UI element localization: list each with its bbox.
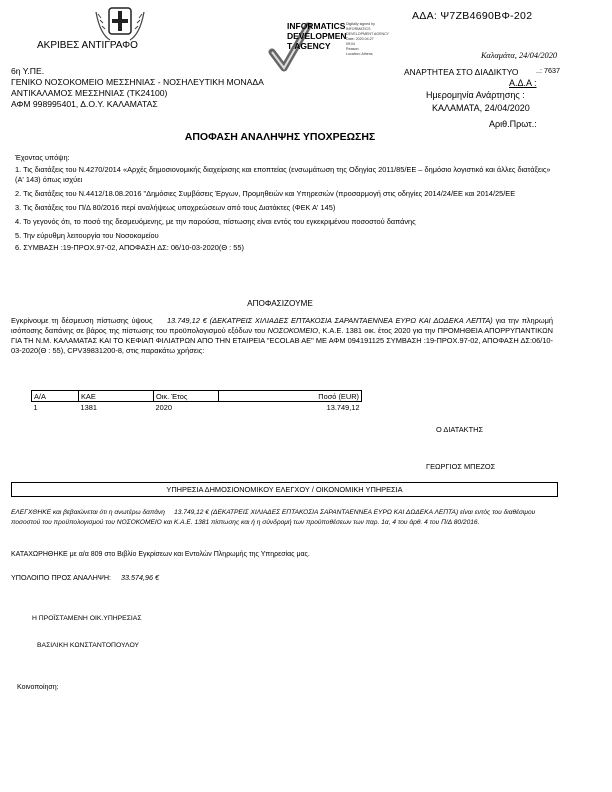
registry-number: ..: 7637 <box>536 66 560 75</box>
distribution-label: Κοινοποίηση: <box>17 684 59 691</box>
control-org: ΝΟΣΟΚΟΜΕΙΟ <box>116 518 162 526</box>
head-name: ΒΑΣΙΛΙΚΗ ΚΩΝΣΤΑΝΤΟΠΟΥΛΟΥ <box>37 642 140 649</box>
budget-table <box>31 390 362 412</box>
signer-org-line-1: INFORMATICS <box>287 21 346 31</box>
ada-top: ΑΔΑ: Ψ7ΖΒ4690ΒΦ-202 <box>412 10 533 22</box>
seal-caption: ΑΚΡΙΒΕΣ ΑΝΤΙΓΡΑΦΟ <box>37 40 138 51</box>
decision-details: , Κ.Α.Ε. 1381 οικ. έτος 2020 για την ΠΡΟΜΗΘΕΙΑ ΑΠΟΡΡΥΠΑΝΤΙΚΩΝ ΓΙΑ ΤΗ Ν.Μ. ΚΑΛΑΜΑΤΑΣ ΚΑΙ ΤΟ ΚΕΦΙΑΠ ΦΙΛΙΑΤΡΩΝ ΑΠΟ ΤΗΝ ΕΤΑΙΡΕΙΑ "ECOLAB AE" ΜΕ ΑΦΜ 094191125 ΣΥΜΒΑΣΗ :19-ΠΡΟΧ.97-02, ΑΠΟΦΑΣΗ ΔΣ:06/10-03-2020(Θ : 55), CPV39831200-8, στις παρακάτω χρήσεις: <box>11 326 554 355</box>
decision-amount: 13.749,12 € <box>166 316 207 325</box>
protocol-label: Αριθ.Πρωτ.: <box>489 119 537 129</box>
head-role: Η ΠΡΟΪΣΤΑΜΕΝΗ ΟΙΚ.ΥΠΗΡΕΣΙΑΣ <box>32 615 142 622</box>
table-row <box>32 402 362 413</box>
control-end: και Κ.Α.Ε. 1381 πίστωσης και ή η σύνδρομή των προϋποθέσεων των παρ. 1α, 4 του άρθ. 4 του Π/Δ 80/2016. <box>163 518 480 526</box>
decision-text <box>11 316 553 356</box>
remaining-balance-label: ΥΠΟΛΟΙΠΟ ΠΡΟΣ ΑΝΑΛΗΨΗ: <box>11 573 112 582</box>
signature-details: Digitally signed by INFORMATICS DEVELOPMENT AGENCY Date: 2020.04.27 09:04 Reason: Location: Athens <box>346 22 390 56</box>
remaining-balance-value: 33.574,96 € <box>121 573 160 582</box>
posting-date-label: Ημερομηνία Ανάρτησης : <box>426 90 525 100</box>
control-service-title: ΥΠΗΡΕΣΙΑ ΔΗΜΟΣΙΟΝΟΜΙΚΟΥ ΕΛΕΓΧΟΥ / ΟΙΚΟΝΟΜΙΚΗ ΥΠΗΡΕΣΙΑ <box>166 485 403 494</box>
control-service-box <box>11 482 558 497</box>
cell-aa: 1 <box>33 402 38 412</box>
control-text <box>11 508 556 527</box>
cell-amount: 13.749,12 <box>326 402 360 412</box>
considerations-intro: Έχοντας υπόψη: <box>15 153 70 162</box>
decision-amount-words: (ΔΕΚΑΤΡΕΙΣ ΧΙΛΙΑΔΕΣ ΕΠΤΑΚΟΣΙΑ ΣΑΡΑΝΤΑΕΝΝΕΑ ΕΥΡΩ ΚΑΙ ΔΩΔΕΚΑ ΛΕΠΤΑ) <box>209 316 493 325</box>
issuer-block <box>11 66 264 110</box>
consideration-item: 4. Το γεγονός ότι, το ποσό της δεσμευόμενης, με την παρούσα, πίστωσης είναι εντός του εγκεκριμένου ποσοστού δαπάνης <box>15 217 416 226</box>
consideration-item: 2. Τις διατάξεις του Ν.4412/18.08.2016 "Δημόσιες Συμβάσεις Έργων, Προμηθειών και Υπηρεσιών (προσαρμογή στις οδηγίες 2014/24/ΕΕ και 2014/25/ΕΕ <box>15 189 516 198</box>
consideration-item: 3. Τις διατάξεις του Π/Δ 80/2016 περί αναλήψεως υποχρεώσεων από τους Διατάκτες (ΦΕΚ Α' 145) <box>15 203 336 212</box>
cell-kae: 1381 <box>80 402 97 412</box>
signer-org-line-2: DEVELOPMEN <box>287 31 347 41</box>
issuer-line: ΓΕΝΙΚΟ ΝΟΣΟΚΟΜΕΙΟ ΜΕΣΣΗΝΙΑΣ - ΝΟΣΗΛΕΥΤΙΚΗ ΜΟΝΑΔΑ <box>11 77 264 87</box>
remaining-balance <box>11 573 159 582</box>
place-date: ΚΑΛΑΜΑΤΑ, 24/04/2020 <box>432 103 530 113</box>
control-amount-words: (ΔΕΚΑΤΡΕΙΣ ΧΙΛΙΑΔΕΣ ΕΠΤΑΚΟΣΙΑ ΣΑΡΑΝΤΑΕΝΝΕΑ ΕΥΡΩ ΚΑΙ ΔΩΔΕΚΑ ΛΕΠΤΑ) <box>210 509 459 516</box>
decision-org: ΝΟΣΟΚΟΜΕΙΟ <box>267 326 319 335</box>
control-amount: 13.749,12 € <box>174 509 209 516</box>
issuer-line: ΑΝΤΙΚΑΛΑΜΟΣ ΜΕΣΣΗΝΙΑΣ (ΤΚ24100) <box>11 88 168 98</box>
handwritten-place-date: Καλαμάτα, 24/04/2020 <box>481 51 558 60</box>
authorizing-officer-role: Ο ΔΙΑΤΑΚΤΗΣ <box>436 425 484 434</box>
signer-org-line-3: T AGENCY <box>287 41 331 51</box>
consideration-item: 5. Την εύρυθμη λειτουργία του Νοσοκομείου <box>15 231 159 240</box>
issuer-line: 6η Υ.ΠΕ. <box>11 66 45 76</box>
decision-purpose: για την πληρωμή ισόποσης δαπάνης σε βάρος της πίστωσης του προϋπολογισμού εξόδων του <box>11 316 553 335</box>
table-header-row <box>32 391 362 402</box>
consideration-item: 6. ΣΥΜΒΑΣΗ :19-ΠΡΟΧ.97-02, ΑΠΟΦΑΣΗ ΔΣ: 06/10-03-2020(Θ : 55) <box>15 243 244 252</box>
issuer-line: ΑΦΜ 998995401, Δ.Ο.Υ. ΚΑΛΑΜΑΤΑΣ <box>11 99 158 109</box>
consideration-item: 1. Τις διατάξεις του Ν.4270/2014 «Αρχές δημοσιονομικής διαχείρισης και εποπτείας (ενσωμάτωση της Οδηγίας 2011/85/ΕΕ – δημόσιο λογιστικό και άλλες διατάξεις» (Α' 143) όπως ισχύει <box>15 165 551 184</box>
decision-heading: ΑΠΟΦΑΣΙΖΟΥΜΕ <box>247 299 313 308</box>
considerations-block <box>15 153 555 253</box>
col-header-amount: Ποσό (EUR) <box>219 391 362 402</box>
ada-label: Α.Δ.Α : <box>509 78 537 88</box>
posting-notice: ΑΝΑΡΤΗΤΕΑ ΣΤΟ ΔΙΑΔΙΚΤΥΟ <box>404 67 519 77</box>
control-body: είναι εντός του διαθέσιμου ποσοστού του προϋπολογισμού του <box>11 509 536 526</box>
document-title: ΑΠΟΦΑΣΗ ΑΝΑΛΗΨΗΣ ΥΠΟΧΡΕΩΣΗΣ <box>184 131 376 143</box>
col-header-kae: ΚΑΕ <box>79 391 154 402</box>
control-intro: ΕΛΕΓΧΘΗΚΕ και βεβαιώνεται ότι η ανωτέρω δαπάνη <box>11 509 165 516</box>
col-header-aa: Α/Α <box>32 391 79 402</box>
registration-note: ΚΑΤΑΧΩΡΗΘΗΚΕ με α/α 809 στο Βιβλίο Εγκρίσεων και Εντολών Πληρωμής της Υπηρεσίας μας. <box>11 551 310 558</box>
authorizing-officer-name: ΓΕΩΡΓΙΟΣ ΜΠΕΖΟΣ <box>426 462 496 471</box>
col-header-year: Οικ. Έτος <box>154 391 219 402</box>
decision-intro: Εγκρίνουμε τη δέσμευση πίστωσης ύψους <box>11 316 153 325</box>
cell-year: 2020 <box>155 402 172 412</box>
